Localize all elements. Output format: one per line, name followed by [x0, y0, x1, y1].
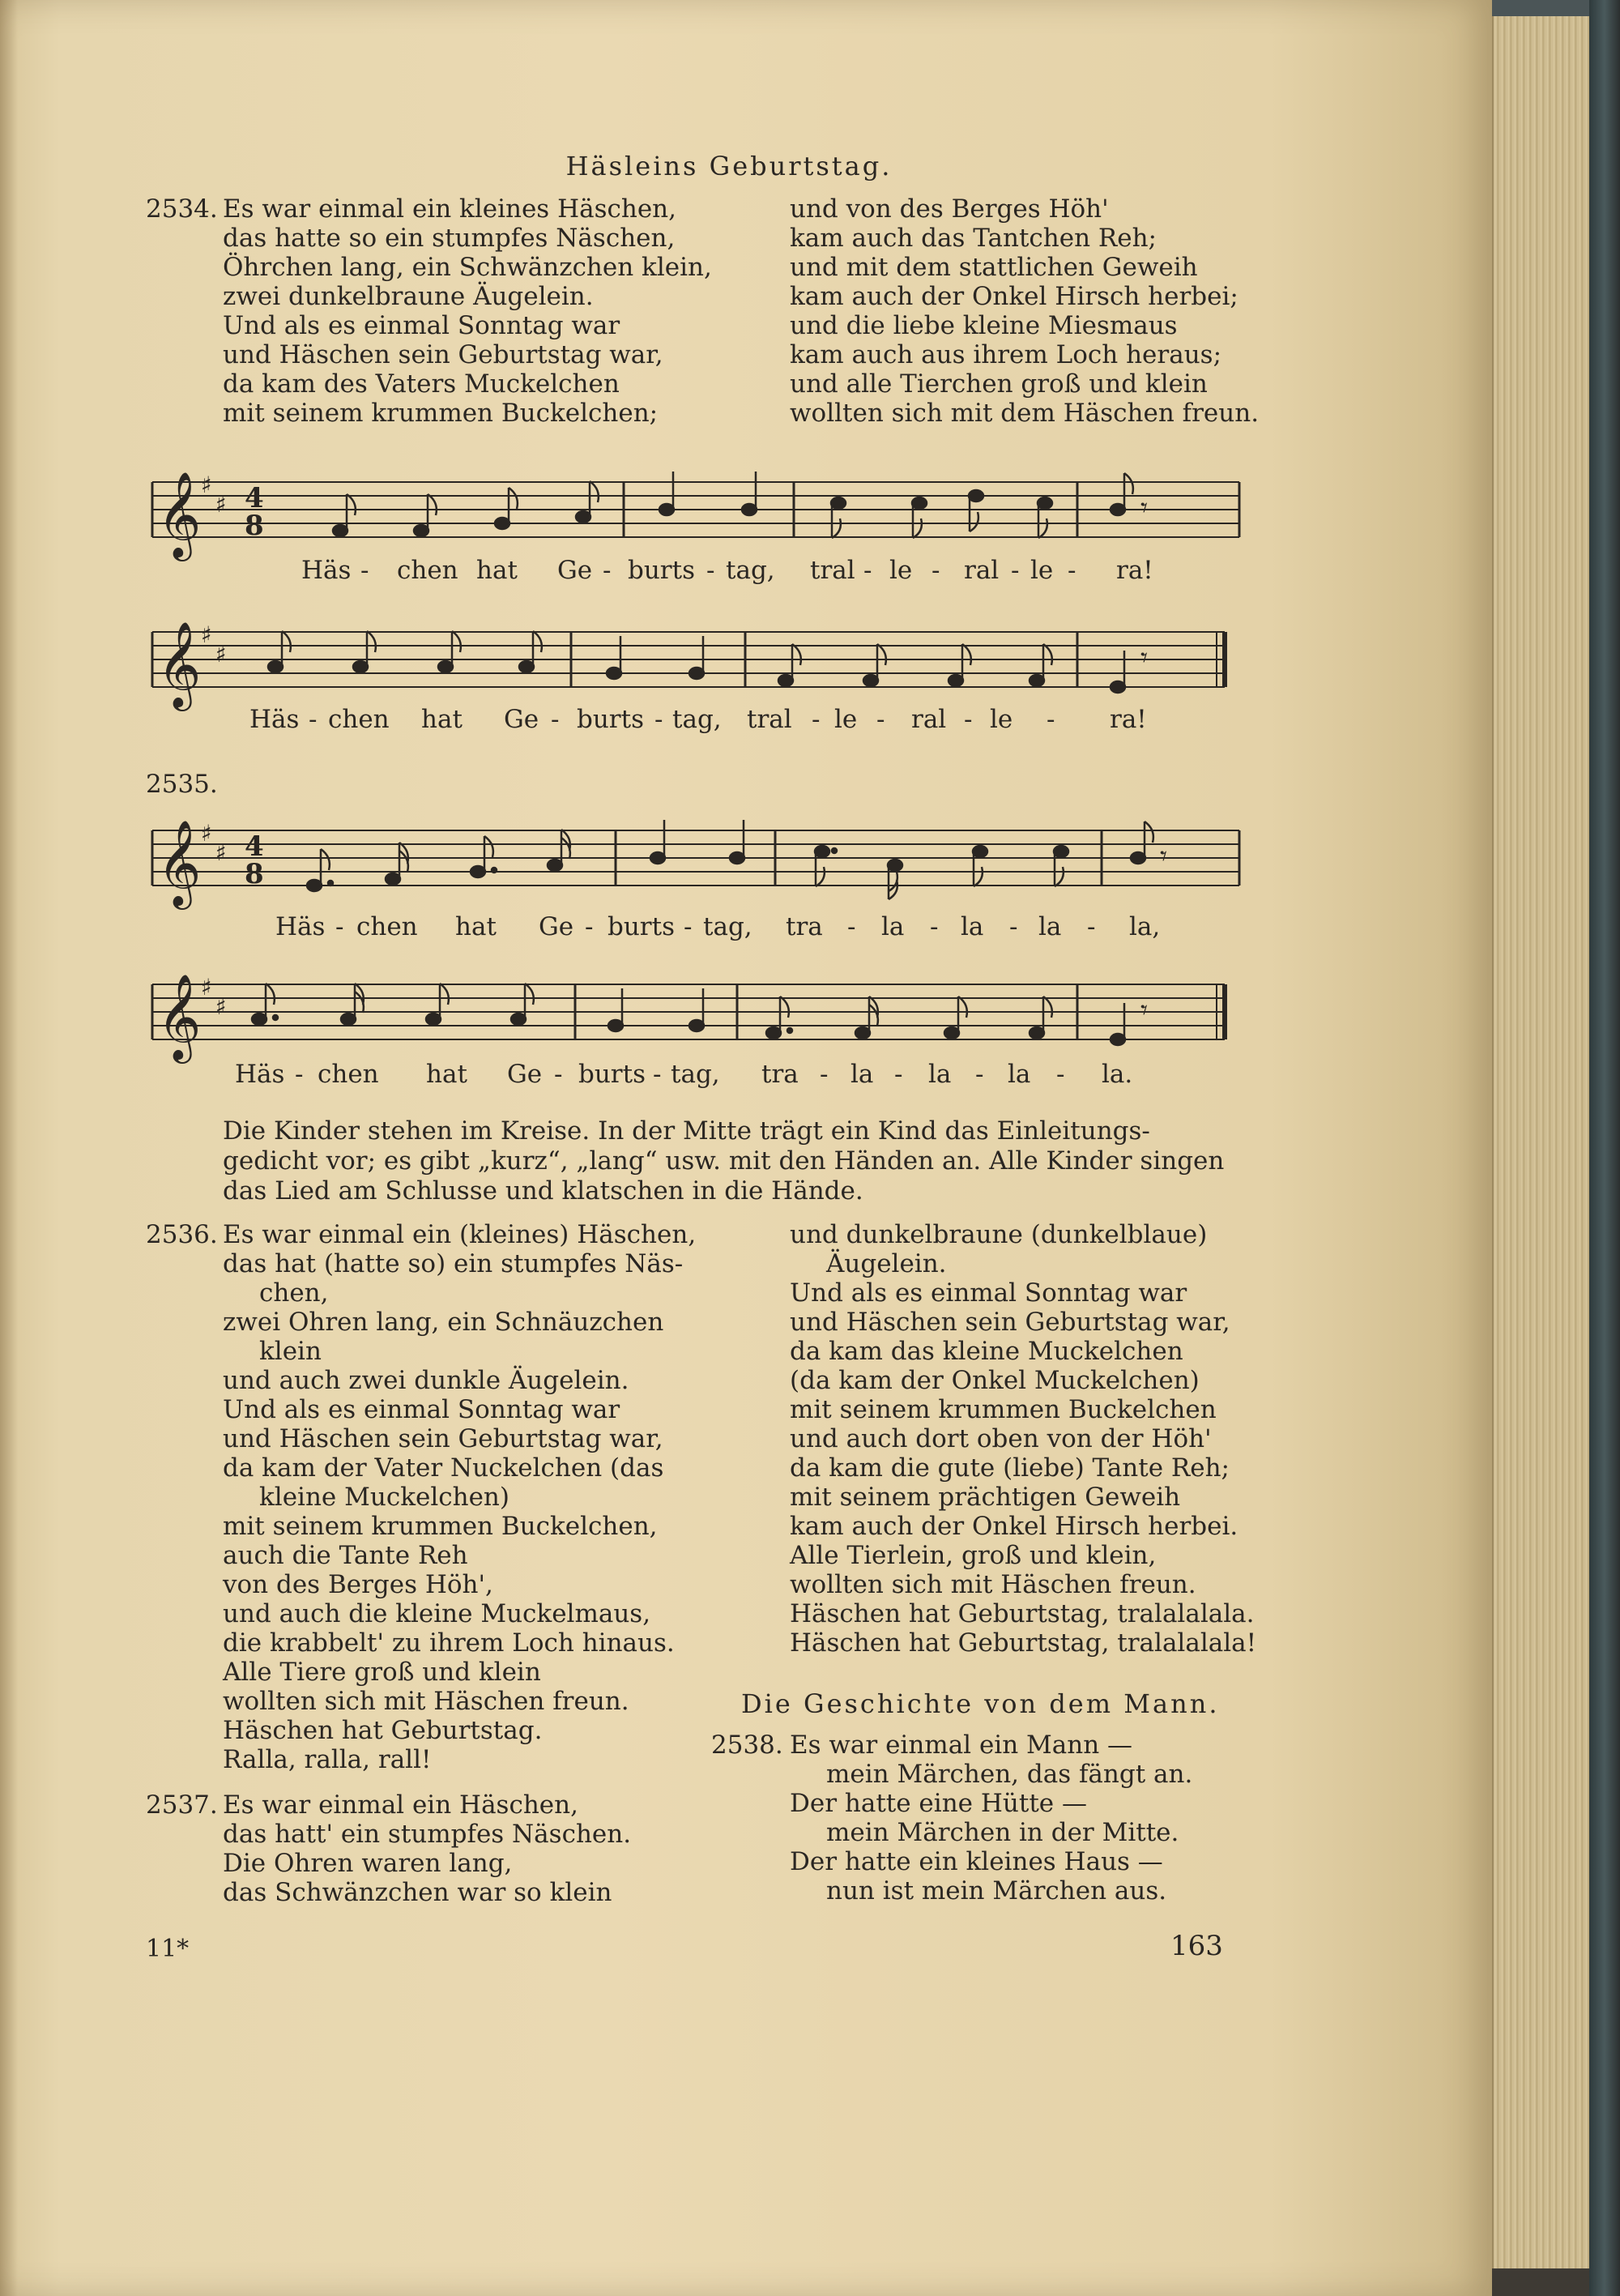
lyric-hyphen: - [1056, 1060, 1065, 1089]
verse-line: Es war einmal ein Häschen, [223, 1790, 578, 1820]
lyric-syllable: le [889, 556, 913, 585]
verse-line: und Häschen sein Geburtstag war, [223, 1424, 663, 1453]
verse-line: wollten sich mit Häschen freun. [223, 1687, 629, 1716]
lyric-hyphen: - [847, 912, 856, 941]
note [778, 675, 793, 686]
lyric-syllable: la, [1129, 912, 1161, 941]
verse-line: kam auch der Onkel Hirsch herbei. [790, 1512, 1238, 1541]
verse-line: auch die Tante Reh [223, 1541, 468, 1570]
lyric-syllable: tag, [671, 1060, 720, 1089]
lyric-syllable: la. [1102, 1060, 1133, 1089]
lyric-hyphen: - [1047, 705, 1055, 734]
note [1111, 504, 1125, 515]
verse-line: zwei Ohren lang, ein Schnäuzchen [223, 1308, 664, 1337]
lyric-hyphen: - [964, 705, 973, 734]
verse-line: Es war einmal ein (kleines) Häschen, [223, 1220, 697, 1249]
lyric-syllable: la [1008, 1060, 1031, 1089]
music-staff-2534-1 [146, 470, 1247, 559]
treble-clef-icon: 𝄞 [157, 471, 202, 557]
lyric-hyphen: - [706, 556, 715, 585]
gutter-shadow [0, 0, 18, 2296]
note [1054, 846, 1068, 857]
verse-line: kleine Muckelchen) [259, 1483, 509, 1512]
verse-line: Und als es einmal Sonntag war [223, 311, 620, 340]
verse-line: und Häschen sein Geburtstag war, [223, 340, 663, 369]
lyric-hyphen: - [585, 912, 594, 941]
verse-line: zwei dunkelbraune Äugelein. [223, 282, 594, 311]
note [689, 1020, 704, 1031]
page-edges [1492, 16, 1591, 2268]
verse-line: Die Ohren waren lang, [223, 1849, 513, 1878]
note [912, 497, 927, 509]
note [333, 525, 347, 536]
song-number-2538: 2538. [711, 1731, 783, 1760]
verse-line: das hat (hatte so) ein stumpfes Näs- [223, 1249, 684, 1278]
lyric-syllable: hat [455, 912, 497, 941]
lyric-syllable: le [834, 705, 858, 734]
verse-line: Der hatte eine Hütte — [790, 1789, 1087, 1818]
song-2537-text [223, 1790, 631, 1907]
note [268, 661, 283, 672]
page-header: Häsleins Geburtstag. [565, 151, 893, 181]
lyric-syllable: Häs [235, 1060, 285, 1089]
lyric-hyphen: - [335, 912, 344, 941]
note [471, 866, 485, 877]
verse-line: und von des Berges Höh' [790, 194, 1109, 224]
verse-line: das hatt' ein stumpfes Näschen. [223, 1820, 632, 1849]
lyric-syllable: la [961, 912, 984, 941]
lyric-syllable: hat [476, 556, 518, 585]
note [973, 846, 987, 857]
music-staff-2534-2 [146, 620, 1247, 709]
verse-line: wollten sich mit Häschen freun. [790, 1570, 1196, 1599]
lyric-syllable: tra [761, 1060, 799, 1089]
verse-line: Und als es einmal Sonntag war [790, 1278, 1187, 1308]
verse-line: mit seinem krummen Buckelchen, [223, 1512, 658, 1541]
lyric-hyphen: - [1087, 912, 1096, 941]
verse-line: kam auch aus ihrem Loch heraus; [790, 340, 1222, 369]
song-2536-left-column [223, 1220, 696, 1774]
lyric-hyphen: - [1009, 912, 1018, 941]
lyric-syllable: burts [608, 912, 675, 941]
song-2538-text [790, 1731, 1192, 1906]
note [1111, 681, 1125, 693]
song-2536-right-column [790, 1220, 1256, 1658]
song-number-2537: 2537. [146, 1790, 218, 1820]
lyric-hyphen: - [551, 705, 560, 734]
lyric-syllable: la [850, 1060, 874, 1089]
note [386, 873, 400, 885]
signature-mark: 11* [146, 1935, 190, 1963]
note [855, 1027, 870, 1039]
verse-line: mein Märchen, das fängt an. [826, 1760, 1193, 1789]
lyric-syllable: hat [421, 705, 463, 734]
note [888, 860, 902, 871]
note [576, 511, 590, 523]
lyric-hyphen: - [554, 1060, 563, 1089]
time-signature-top: 4 [245, 830, 264, 863]
note [438, 661, 453, 672]
music-staff-2535-2 [146, 972, 1247, 1061]
lyric-syllable: Ge [557, 556, 593, 585]
lyric-syllable: la [928, 1060, 952, 1089]
performance-instructions [223, 1116, 1251, 1206]
verse-line: und auch die kleine Muckelmaus, [223, 1599, 651, 1628]
verse-line: und auch zwei dunkle Äugelein. [223, 1366, 629, 1395]
lyric-syllable: tag, [672, 705, 722, 734]
verse-line: und auch dort oben von der Höh' [790, 1424, 1212, 1453]
lyric-hyphen: - [295, 1060, 304, 1089]
sharp-icon: ♯ [215, 839, 227, 866]
lyric-syllable: ral [964, 556, 1000, 585]
verse-line: mit seinem krummen Buckelchen [790, 1395, 1217, 1424]
lyric-syllable: burts [628, 556, 695, 585]
note [341, 1014, 356, 1025]
song-2534-right-column [790, 194, 1259, 428]
lyric-syllable: le [990, 705, 1013, 734]
lyric-hyphen: - [1011, 556, 1020, 585]
lyric-syllable: Ge [504, 705, 539, 734]
instruction-line: das Lied am Schlusse und klatschen in die Hände. [223, 1176, 863, 1206]
note [730, 852, 744, 864]
sharp-icon: ♯ [215, 993, 227, 1020]
verse-line: Häschen hat Geburtstag, tralalalala! [790, 1628, 1257, 1658]
lyric-syllable: Häs [301, 556, 352, 585]
lyric-syllable: Ge [507, 1060, 543, 1089]
song-number-2536: 2536. [146, 1220, 218, 1249]
lyric-syllable: Häs [275, 912, 326, 941]
rest-icon: 𝄾 [1140, 994, 1149, 1026]
verse-line: mein Märchen in der Mitte. [826, 1818, 1179, 1847]
book-cover-edge [1492, 0, 1589, 16]
note [949, 675, 963, 686]
verse-line: Öhrchen lang, ein Schwänzchen klein, [223, 253, 712, 282]
song-number-2535: 2535. [146, 770, 218, 799]
rest-icon: 𝄾 [1140, 492, 1149, 524]
verse-line: mit seinem krummen Buckelchen; [223, 399, 659, 428]
verse-line: da kam die gute (liebe) Tante Reh; [790, 1453, 1230, 1483]
lyric-syllable: tag, [726, 556, 775, 585]
lyric-syllable: la [881, 912, 905, 941]
lyric-syllable: chen [397, 556, 458, 585]
verse-line: (da kam der Onkel Muckelchen) [790, 1366, 1200, 1395]
verse-line: Häschen hat Geburtstag. [223, 1716, 543, 1745]
note [944, 1027, 959, 1039]
note [1038, 497, 1052, 509]
song-2534-left-column [223, 194, 712, 428]
note [307, 880, 322, 891]
sharp-icon: ♯ [215, 491, 227, 518]
lyric-hyphen: - [653, 1060, 662, 1089]
lyric-hyphen: - [932, 556, 940, 585]
verse-line: und die liebe kleine Miesmaus [790, 311, 1178, 340]
treble-clef-icon: 𝄞 [157, 973, 202, 1060]
lyric-syllable: tral [810, 556, 855, 585]
note [1030, 675, 1044, 686]
verse-line: kam auch der Onkel Hirsch herbei; [790, 282, 1238, 311]
lyric-hyphen: - [812, 705, 821, 734]
sharp-icon: ♯ [201, 820, 212, 847]
lyric-syllable: ral [911, 705, 947, 734]
time-signature-top: 4 [245, 482, 264, 514]
verse-line: Es war einmal ein kleines Häschen, [223, 194, 676, 224]
treble-clef-icon: 𝄞 [157, 819, 202, 906]
note [815, 846, 829, 857]
rest-icon: 𝄾 [1160, 840, 1168, 873]
treble-clef-icon: 𝄞 [157, 621, 202, 707]
verse-line: die krabbelt' zu ihrem Loch hinaus. [223, 1628, 675, 1658]
instruction-line: Die Kinder stehen im Kreise. In der Mitte trägt ein Kind das Einleitungs- [223, 1116, 1150, 1146]
note [426, 1014, 441, 1025]
note [969, 490, 983, 501]
note [495, 518, 509, 529]
note [519, 661, 534, 672]
lyric-syllable: Häs [249, 705, 300, 734]
note [650, 852, 665, 864]
note [1131, 852, 1145, 864]
verse-line: da kam des Vaters Muckelchen [223, 369, 620, 399]
lyric-syllable: le [1030, 556, 1054, 585]
book-binding [1589, 0, 1620, 2296]
note [742, 504, 757, 515]
verse-line: Der hatte ein kleines Haus — [790, 1847, 1163, 1876]
page-number: 163 [1170, 1930, 1223, 1962]
lyric-syllable: ra! [1116, 556, 1153, 585]
note [607, 668, 621, 679]
note [511, 1014, 526, 1025]
verse-line: Alle Tiere groß und klein [223, 1658, 541, 1687]
verse-line: Alle Tierlein, groß und klein, [790, 1541, 1157, 1570]
note [608, 1020, 623, 1031]
note [548, 860, 562, 871]
note [831, 497, 846, 509]
verse-line: von des Berges Höh', [223, 1570, 493, 1599]
verse-line: und dunkelbraune (dunkelblaue) [790, 1220, 1208, 1249]
lyric-syllable: chen [328, 705, 390, 734]
sharp-icon: ♯ [201, 621, 212, 648]
song-number-2534: 2534. [146, 194, 218, 224]
lyric-hyphen: - [876, 705, 885, 734]
lyric-hyphen: - [309, 705, 318, 734]
lyric-hyphen: - [930, 912, 939, 941]
lyric-hyphen: - [1068, 556, 1076, 585]
lyric-syllable: Ge [539, 912, 574, 941]
sharp-icon: ♯ [201, 472, 212, 498]
verse-line: chen, [259, 1278, 329, 1308]
section-title-2538: Die Geschichte von dem Mann. [741, 1688, 1220, 1719]
lyric-hyphen: - [603, 556, 612, 585]
note [689, 668, 704, 679]
note [659, 504, 674, 515]
lyric-syllable: chen [318, 1060, 379, 1089]
lyric-syllable: la [1038, 912, 1062, 941]
sharp-icon: ♯ [201, 974, 212, 1001]
note [353, 661, 368, 672]
note [1111, 1034, 1125, 1045]
instruction-line: gedicht vor; es gibt „kurz“, „lang“ usw. mit den Händen an. Alle Kinder singen [223, 1146, 1225, 1176]
lyric-syllable: chen [356, 912, 418, 941]
verse-line: kam auch das Tantchen Reh; [790, 224, 1157, 253]
lyric-syllable: tral [747, 705, 792, 734]
note [766, 1027, 781, 1039]
verse-line: Häschen hat Geburtstag, tralalalala. [790, 1599, 1255, 1628]
lyric-hyphen: - [654, 705, 663, 734]
verse-line: das hatte so ein stumpfes Näschen, [223, 224, 676, 253]
verse-line: und mit dem stattlichen Geweih [790, 253, 1198, 282]
lyric-syllable: tag, [703, 912, 752, 941]
verse-line: und alle Tierchen groß und klein [790, 369, 1208, 399]
verse-line: Und als es einmal Sonntag war [223, 1395, 620, 1424]
music-staff-2535-1 [146, 818, 1247, 907]
time-signature-bottom: 8 [245, 858, 264, 890]
note [414, 525, 428, 536]
note [863, 675, 878, 686]
lyric-syllable: ra! [1110, 705, 1147, 734]
verse-line: mit seinem prächtigen Geweih [790, 1483, 1181, 1512]
lyric-syllable: burts [577, 705, 644, 734]
time-signature-bottom: 8 [245, 510, 264, 542]
verse-line: da kam der Vater Nuckelchen (das [223, 1453, 664, 1483]
lyric-hyphen: - [820, 1060, 829, 1089]
verse-line: Äugelein. [826, 1249, 947, 1278]
lyric-syllable: hat [426, 1060, 467, 1089]
verse-line: Ralla, ralla, rall! [223, 1745, 432, 1774]
lyric-hyphen: - [360, 556, 369, 585]
note [252, 1014, 266, 1025]
verse-line: klein [259, 1337, 322, 1366]
verse-line: da kam das kleine Muckelchen [790, 1337, 1183, 1366]
lyric-hyphen: - [894, 1060, 903, 1089]
verse-line: nun ist mein Märchen aus. [826, 1876, 1167, 1906]
note [1030, 1027, 1044, 1039]
lyric-hyphen: - [684, 912, 693, 941]
lyric-hyphen: - [863, 556, 872, 585]
verse-line: das Schwänzchen war so klein [223, 1878, 612, 1907]
verse-line: Es war einmal ein Mann — [790, 1731, 1133, 1760]
rest-icon: 𝄾 [1140, 642, 1149, 674]
lyric-syllable: burts [578, 1060, 646, 1089]
verse-line: und Häschen sein Geburtstag war, [790, 1308, 1230, 1337]
verse-line: wollten sich mit dem Häschen freun. [790, 399, 1260, 428]
lyric-syllable: tra [786, 912, 823, 941]
lyric-hyphen: - [975, 1060, 984, 1089]
sharp-icon: ♯ [215, 641, 227, 668]
